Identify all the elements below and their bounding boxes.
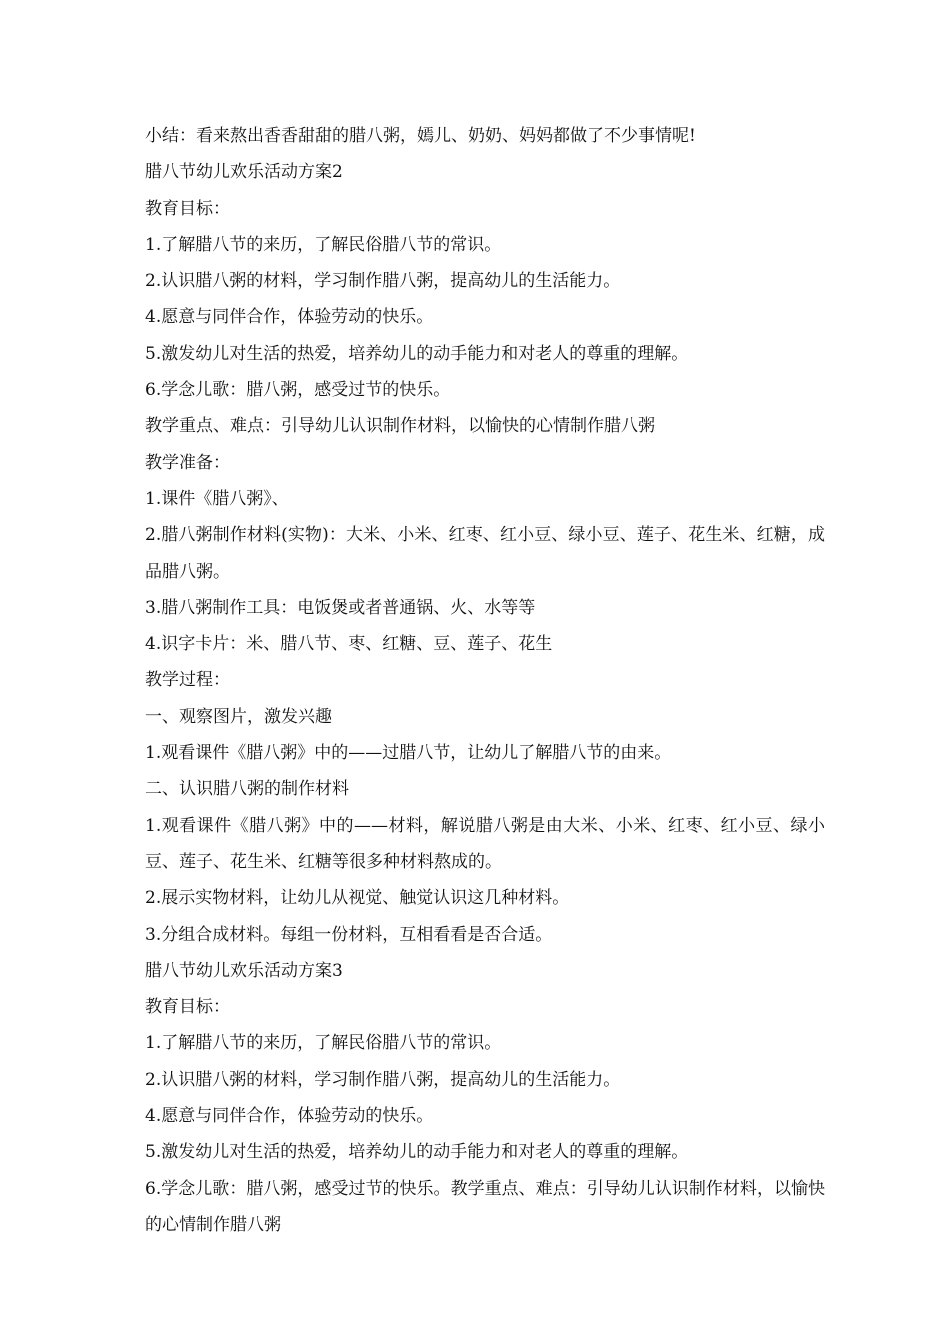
prep-item: 2.腊八粥制作材料(实物)：大米、小米、红枣、红小豆、绿小豆、莲子、花生米、红糖，成品腊八粥。 bbox=[145, 525, 825, 582]
process-step-heading: 一、观察图片，激发兴趣 bbox=[145, 706, 332, 727]
goal-item: 1.了解腊八节的来历，了解民俗腊八节的常识。 bbox=[145, 1033, 502, 1054]
document-body bbox=[145, 118, 825, 1243]
heading-teaching-process: 教学过程： bbox=[145, 670, 230, 691]
process-item: 1.观看课件《腊八粥》中的——过腊八节，让幼儿了解腊八节的由来。 bbox=[145, 743, 672, 764]
goal-item: 2.认识腊八粥的材料，学习制作腊八粥，提高幼儿的生活能力。 bbox=[145, 271, 621, 292]
goal-item: 6.学念儿歌：腊八粥，感受过节的快乐。教学重点、难点：引导幼儿认识制作材料，以愉快的心情制作腊八粥 bbox=[145, 1178, 825, 1235]
prep-item: 3.腊八粥制作工具：电饭煲或者普通锅、火、水等等 bbox=[145, 597, 536, 618]
process-item: 1.观看课件《腊八粥》中的——材料，解说腊八粥是由大米、小米、红枣、红小豆、绿小豆、莲子、花生米、红糖等很多种材料熬成的。 bbox=[145, 815, 825, 872]
teaching-key-points: 教学重点、难点：引导幼儿认识制作材料，以愉快的心情制作腊八粥 bbox=[145, 416, 655, 437]
goal-item: 5.激发幼儿对生活的热爱，培养幼儿的动手能力和对老人的尊重的理解。 bbox=[145, 1142, 689, 1163]
process-item: 2.展示实物材料，让幼儿从视觉、触觉认识这几种材料。 bbox=[145, 888, 570, 909]
heading-teaching-prep: 教学准备： bbox=[145, 452, 230, 473]
summary-line: 小结：看来熬出香香甜甜的腊八粥，嫣儿、奶奶、妈妈都做了不少事情呢! bbox=[145, 126, 696, 146]
section-title-plan-2: 腊八节幼儿欢乐活动方案2 bbox=[145, 162, 343, 183]
goal-item: 2.认识腊八粥的材料，学习制作腊八粥，提高幼儿的生活能力。 bbox=[145, 1069, 621, 1090]
prep-item: 4.识字卡片：米、腊八节、枣、红糖、豆、莲子、花生 bbox=[145, 634, 553, 655]
goal-item: 4.愿意与同伴合作，体验劳动的快乐。 bbox=[145, 1106, 434, 1127]
goal-item: 6.学念儿歌：腊八粥，感受过节的快乐。 bbox=[145, 380, 451, 401]
goal-item: 1.了解腊八节的来历，了解民俗腊八节的常识。 bbox=[145, 234, 502, 255]
heading-education-goals: 教育目标： bbox=[145, 997, 230, 1018]
section-title-plan-3: 腊八节幼儿欢乐活动方案3 bbox=[145, 960, 343, 981]
goal-item: 4.愿意与同伴合作，体验劳动的快乐。 bbox=[145, 307, 434, 328]
process-step-heading: 二、认识腊八粥的制作材料 bbox=[145, 779, 349, 800]
prep-item: 1.课件《腊八粥》、 bbox=[145, 488, 289, 509]
heading-education-goals: 教育目标： bbox=[145, 198, 230, 219]
process-item: 3.分组合成材料。每组一份材料，互相看看是否合适。 bbox=[145, 924, 553, 945]
goal-item: 5.激发幼儿对生活的热爱，培养幼儿的动手能力和对老人的尊重的理解。 bbox=[145, 343, 689, 364]
